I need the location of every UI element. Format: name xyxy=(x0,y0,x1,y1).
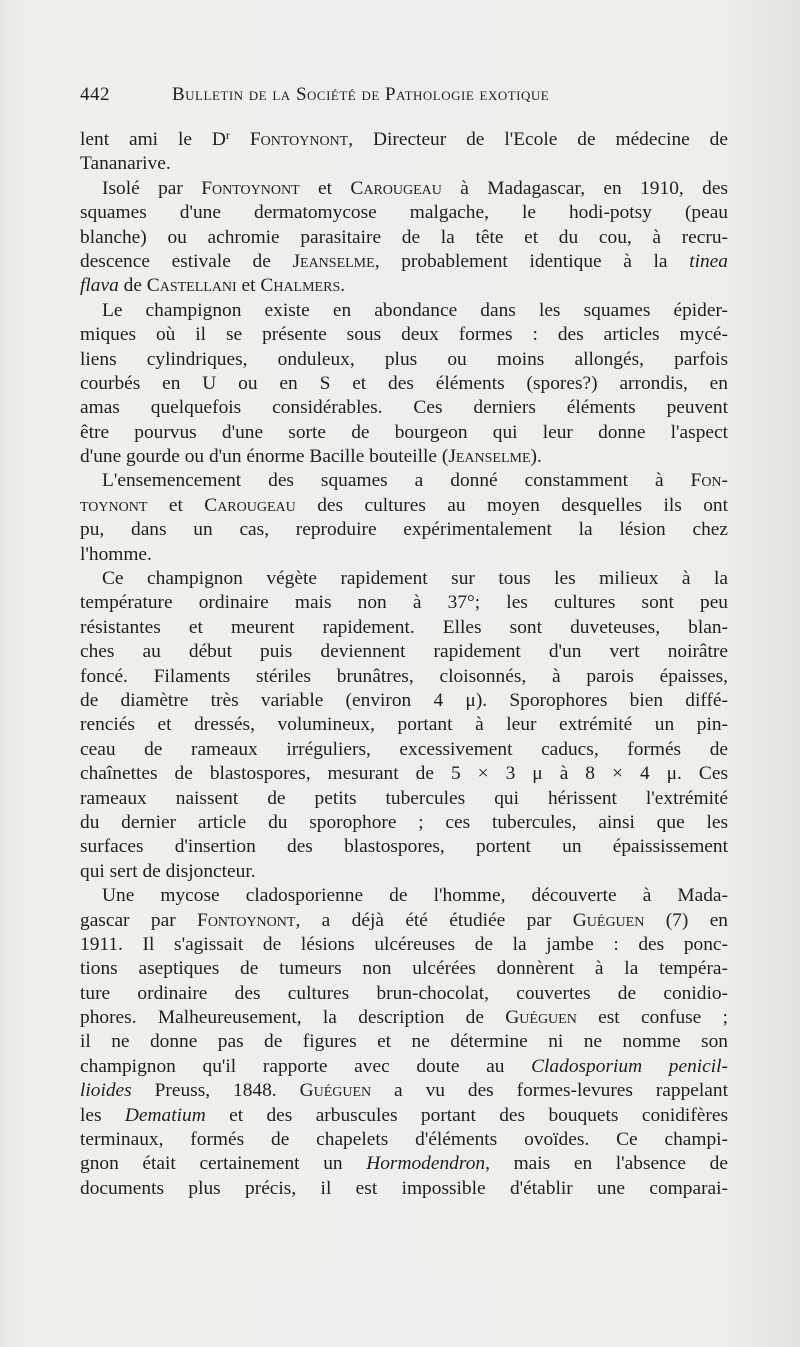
text-line xyxy=(80,787,728,811)
text-segment: du dernier article du sporophore ; ces tubercules, ainsi que les xyxy=(80,811,728,833)
author-name: Guéguen xyxy=(572,909,645,931)
text-segment: résistantes et meurent rapidement. Elles sont duveteuses, blan- xyxy=(80,616,728,638)
text-line xyxy=(80,933,728,957)
page-number: 442 xyxy=(80,84,110,105)
text-segment: chaînettes de blastospores, mesurant de 5 × 3 μ à 8 × 4 μ. Ces xyxy=(80,763,728,785)
text-segment: ). xyxy=(530,446,542,468)
text-line xyxy=(80,689,728,713)
text-segment: lent ami le D xyxy=(80,129,226,150)
text-line xyxy=(80,421,728,445)
text-segment: , a déjà été étudiée par xyxy=(295,909,573,931)
text-line xyxy=(80,1006,728,1030)
text-segment: tions aseptiques de tumeurs non ulcérées donnèrent à la tempéra- xyxy=(80,958,728,980)
running-title: Bulletin de la Société de Pathologie exotique xyxy=(172,84,550,105)
text-segment: descence estivale de xyxy=(80,250,293,272)
text-segment: , mais en l'absence de xyxy=(485,1153,728,1175)
text-segment: gnon était certainement un xyxy=(80,1153,367,1175)
italic-term: tinea xyxy=(689,250,728,272)
text-segment: de diamètre très variable (environ 4 μ). Sporophores bien diffé- xyxy=(80,689,728,711)
text-line xyxy=(80,323,728,347)
text-line xyxy=(80,372,728,396)
text-segment: squames d'une dermatomycose malgache, le hodi-potsy (peau xyxy=(80,202,728,224)
body-text xyxy=(80,128,728,1201)
text-segment: et xyxy=(236,275,261,297)
text-segment: ches au début puis deviennent rapidement d'un vert noirâtre xyxy=(80,641,728,663)
text-line xyxy=(80,396,728,420)
text-segment: de xyxy=(118,275,147,297)
text-segment: pu, dans un cas, reproduire expérimentalement la lésion chez xyxy=(80,519,728,541)
text-line xyxy=(80,299,728,323)
text-line xyxy=(80,1030,728,1054)
text-line xyxy=(80,494,728,518)
text-line xyxy=(80,591,728,615)
text-line xyxy=(80,665,728,689)
author-name: Jeanselme xyxy=(448,446,531,468)
text-segment: rameaux naissent de petits tubercules qui hérissent l'extrémité xyxy=(80,787,728,809)
author-name: Chalmers xyxy=(260,275,341,297)
text-line xyxy=(80,957,728,981)
text-segment: des cultures au moyen desquelles ils ont xyxy=(295,494,728,516)
text-segment: il ne donne pas de figures et ne détermine ni ne nomme son xyxy=(80,1031,728,1053)
text-segment: . xyxy=(340,275,346,297)
text-segment: à Madagascar, en 1910, des xyxy=(441,177,728,199)
text-segment: Tananarive. xyxy=(80,153,171,175)
author-name: Fontoynont xyxy=(249,129,349,150)
text-segment: amas quelquefois considérables. Ces derniers éléments peuvent xyxy=(80,397,728,419)
italic-term: Cladosporium penicil- xyxy=(531,1055,728,1077)
text-line xyxy=(80,713,728,737)
text-segment: l'homme. xyxy=(80,543,152,565)
text-line xyxy=(80,1104,728,1128)
text-line xyxy=(80,616,728,640)
text-segment: renciés et dressés, volumineux, portant à leur extrémité un pin- xyxy=(80,714,728,736)
author-name: Fontoynont xyxy=(197,909,296,931)
author-name: Guéguen xyxy=(299,1080,372,1102)
text-segment: température ordinaire mais non à 37°; les cultures sont peu xyxy=(80,592,728,614)
text-segment: être pourvus d'une sorte de bourgeon qui leur donne l'aspect xyxy=(80,421,728,443)
text-line xyxy=(80,1055,728,1079)
italic-term: lioides xyxy=(80,1080,132,1102)
text-line xyxy=(80,445,728,469)
text-line xyxy=(80,274,728,298)
text-segment: et xyxy=(299,177,351,199)
text-segment: a vu des formes-levures rappelant xyxy=(371,1080,728,1102)
text-segment: foncé. Filaments stériles brunâtres, cloisonnés, à parois épaisses, xyxy=(80,665,728,687)
author-name: Fontoynont xyxy=(201,177,300,199)
author-name: Guéguen xyxy=(505,1007,577,1029)
text-segment: d'une gourde ou d'un énorme Bacille bouteille ( xyxy=(80,446,449,468)
text-segment: liens cylindriques, onduleux, plus ou moins allongés, parfois xyxy=(80,348,728,370)
text-segment: documents plus précis, il est impossible d'établir une comparai- xyxy=(80,1177,728,1199)
author-name: Jeanselme xyxy=(292,250,375,272)
text-segment: miques où il se présente sous deux formes : des articles mycé- xyxy=(80,324,728,346)
text-line xyxy=(80,640,728,664)
text-segment: blanche) ou achromie parasitaire de la tête et du cou, à recru- xyxy=(80,226,728,248)
text-line xyxy=(80,518,728,542)
text-segment: L'ensemencement des squames a donné constamment à xyxy=(102,470,691,492)
text-segment: (7) en xyxy=(644,909,728,931)
text-line xyxy=(80,860,728,884)
page-header xyxy=(80,84,730,114)
text-line xyxy=(80,250,728,274)
italic-term: flava xyxy=(80,275,119,297)
text-line xyxy=(80,543,728,567)
text-line xyxy=(80,201,728,225)
text-segment: terminaux, formés de chapelets d'éléments ovoïdes. Ce champi- xyxy=(80,1129,728,1151)
text-segment: ceau de rameaux irréguliers, excessivement caducs, formés de xyxy=(80,738,728,760)
text-segment: 1911. Il s'agissait de lésions ulcéreuses de la jambe : des ponc- xyxy=(80,933,728,955)
italic-term: Dematium xyxy=(124,1104,206,1126)
text-segment: ture ordinaire des cultures brun-chocolat, couvertes de conidio- xyxy=(80,982,728,1004)
text-segment xyxy=(230,129,250,150)
text-line xyxy=(80,1079,728,1103)
text-segment: et xyxy=(147,494,205,516)
text-segment: Ce champignon végète rapidement sur tous les milieux à la xyxy=(102,568,728,590)
text-segment: qui sert de disjoncteur. xyxy=(80,860,256,882)
text-segment: Une mycose cladosporienne de l'homme, découverte à Mada- xyxy=(102,885,728,907)
text-line xyxy=(80,738,728,762)
text-line xyxy=(80,1152,728,1176)
italic-term: Hormodendron xyxy=(366,1153,486,1175)
text-line xyxy=(80,348,728,372)
text-segment: surfaces d'insertion des blastospores, portent un épaississement xyxy=(80,836,728,858)
text-line xyxy=(80,762,728,786)
text-line xyxy=(80,152,728,176)
text-segment: Le champignon existe en abondance dans les squames épider- xyxy=(102,299,728,321)
author-name: Castellani xyxy=(146,275,237,297)
text-segment: phores. Malheureusement, la description de xyxy=(80,1007,506,1029)
text-line xyxy=(80,1177,728,1201)
text-line xyxy=(80,1128,728,1152)
text-line xyxy=(80,835,728,859)
text-line xyxy=(80,909,728,933)
text-line xyxy=(80,811,728,835)
author-name: Fon- xyxy=(690,470,728,492)
text-segment: Preuss, 1848. xyxy=(131,1080,300,1102)
text-segment: gascar par xyxy=(80,909,198,931)
text-line xyxy=(80,884,728,908)
author-name: toynont xyxy=(80,494,148,516)
text-line xyxy=(80,177,728,201)
text-segment: champignon qu'il rapporte avec doute au xyxy=(80,1055,532,1077)
text-segment: Isolé par xyxy=(102,177,202,199)
text-line xyxy=(80,469,728,493)
text-segment: et des arbuscules portant des bouquets conidifères xyxy=(205,1104,728,1126)
author-name: Carougeau xyxy=(350,177,442,199)
text-line xyxy=(80,128,728,152)
text-line xyxy=(80,982,728,1006)
text-segment: , probablement identique à la xyxy=(374,250,690,272)
author-name: Carougeau xyxy=(204,494,296,516)
text-line xyxy=(80,567,728,591)
text-segment: r xyxy=(225,128,230,142)
text-segment: courbés en U ou en S et des éléments (spores?) arrondis, en xyxy=(80,372,728,394)
text-segment: les xyxy=(80,1104,125,1126)
text-segment: est confuse ; xyxy=(576,1007,728,1029)
text-segment: , Directeur de l'Ecole de médecine de xyxy=(348,129,728,150)
text-line xyxy=(80,226,728,250)
